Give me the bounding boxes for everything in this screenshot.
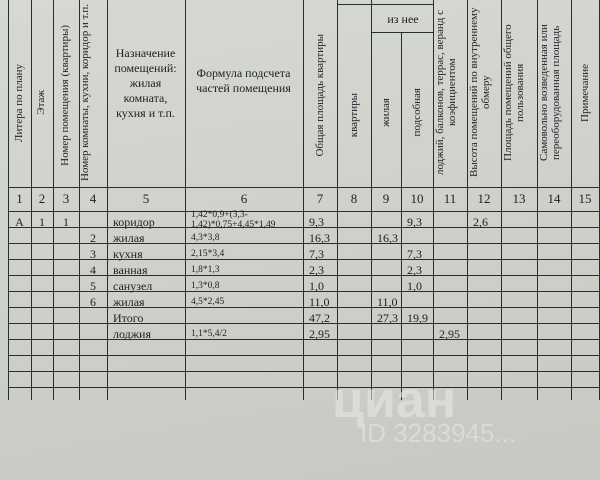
cell-total: 2,95	[309, 327, 330, 341]
cell-aux: 1,0	[407, 279, 422, 293]
header-room-number: Номер комнаты, кухни, коридор и т.п.	[79, 3, 91, 182]
cell-loggia: 2,95	[439, 327, 460, 341]
header-apartment: квартиры	[348, 92, 360, 138]
cell-name: жилая	[113, 295, 145, 309]
column-number: 11	[443, 191, 457, 206]
group-top-line	[337, 4, 433, 5]
cell-name: кухня	[113, 247, 143, 261]
cell-room: 6	[90, 295, 96, 309]
cell-formula: 1,1*5,4/2	[191, 329, 227, 339]
header-room-purpose: Назначение помещений: жилая комната, кухня и т.п.	[114, 46, 177, 120]
cell-name: Итого	[113, 311, 144, 325]
cell-aux: 9,3	[407, 215, 422, 229]
row-line	[8, 371, 600, 372]
column-number: 13	[512, 191, 526, 206]
column-number: 15	[578, 191, 592, 206]
cell-formula: 2,15*3,4	[191, 249, 225, 259]
column-number: 14	[547, 191, 561, 206]
cell-formula: 4,3*3,8	[191, 233, 220, 243]
cell-apt: 1	[63, 215, 69, 229]
column-number: 1	[16, 191, 23, 206]
cell-room: 5	[90, 279, 96, 293]
column-number: 10	[410, 191, 424, 206]
column-number: 9	[382, 191, 390, 206]
cell-living: 11,0	[377, 295, 398, 309]
cell-formula: 1,3*0,8	[191, 281, 220, 291]
cell-aux: 7,3	[407, 247, 422, 261]
row-line	[8, 387, 600, 388]
header-total-area: Общая площадь квартиры	[314, 33, 326, 157]
column-number: 7	[316, 191, 324, 206]
cell-room: 3	[90, 247, 96, 261]
cian-watermark-logo: циан	[332, 371, 457, 429]
cell-aux: 19,9	[407, 311, 428, 325]
group-header-line	[371, 32, 433, 33]
cell-floor: 1	[39, 215, 45, 229]
header-formula: Формула подсчета частей помещения	[196, 66, 291, 95]
cell-living: 16,3	[377, 231, 398, 245]
cell-formula: 1,42*0,9+(3,3-1,42)*0,75+4,45*1,49	[191, 210, 276, 230]
header-litera: Литера по плану	[13, 63, 25, 142]
header-unauthorized-area: Самовольно возведенная или переоборудованная площадь	[538, 24, 562, 161]
cell-room: 4	[90, 263, 96, 277]
row-line	[8, 227, 600, 228]
cell-name: лоджия	[113, 327, 151, 341]
header-apartment-number: Номер помещения (квартиры)	[59, 24, 71, 166]
cell-living: 27,3	[377, 311, 398, 325]
row-line	[8, 339, 600, 340]
cell-name: ванная	[113, 263, 148, 277]
cell-total: 47,2	[309, 311, 330, 325]
column-number: 5	[142, 191, 150, 206]
row-line	[8, 323, 600, 324]
column-number: 4	[89, 191, 97, 206]
column-number: 6	[240, 191, 248, 206]
column-number: 3	[62, 191, 70, 206]
cell-total: 11,0	[309, 295, 330, 309]
cell-name: жилая	[113, 231, 145, 245]
header-notes: Примечание	[579, 63, 591, 122]
cian-watermark-id: ID 3283945...	[360, 418, 517, 448]
cell-total: 16,3	[309, 231, 330, 245]
cell-total: 7,3	[309, 247, 324, 261]
row-line	[8, 211, 600, 212]
row-line	[8, 355, 600, 356]
cell-total: 9,3	[309, 215, 324, 229]
column-number: 12	[477, 191, 491, 206]
cell-formula: 4,5*2,45	[191, 297, 225, 307]
column-number: 2	[38, 191, 46, 206]
header-living: жилая	[380, 98, 392, 127]
cell-aux: 2,3	[407, 263, 422, 277]
cell-total: 2,3	[309, 263, 324, 277]
cell-total: 1,0	[309, 279, 324, 293]
header-auxiliary: подсобная	[411, 88, 423, 137]
cell-name: коридор	[113, 215, 155, 229]
cell-height: 2,6	[473, 215, 488, 229]
header-floor: Этаж	[35, 90, 47, 115]
cell-name: санузел	[113, 279, 153, 293]
header-ceiling-height: Высота помещений по внутреннему обмеру	[468, 7, 492, 178]
cell-formula: 1,8*1,3	[191, 265, 220, 275]
cell-room: 2	[90, 231, 96, 245]
column-number: 8	[350, 191, 358, 206]
header-loggias: лоджий, балконов, террас, веранд с коэфициентом	[434, 9, 458, 176]
header-of-which: из нее	[387, 12, 419, 26]
header-common-area: Площадь помещений общего пользования	[502, 24, 526, 161]
cell-litera: А	[15, 215, 24, 229]
